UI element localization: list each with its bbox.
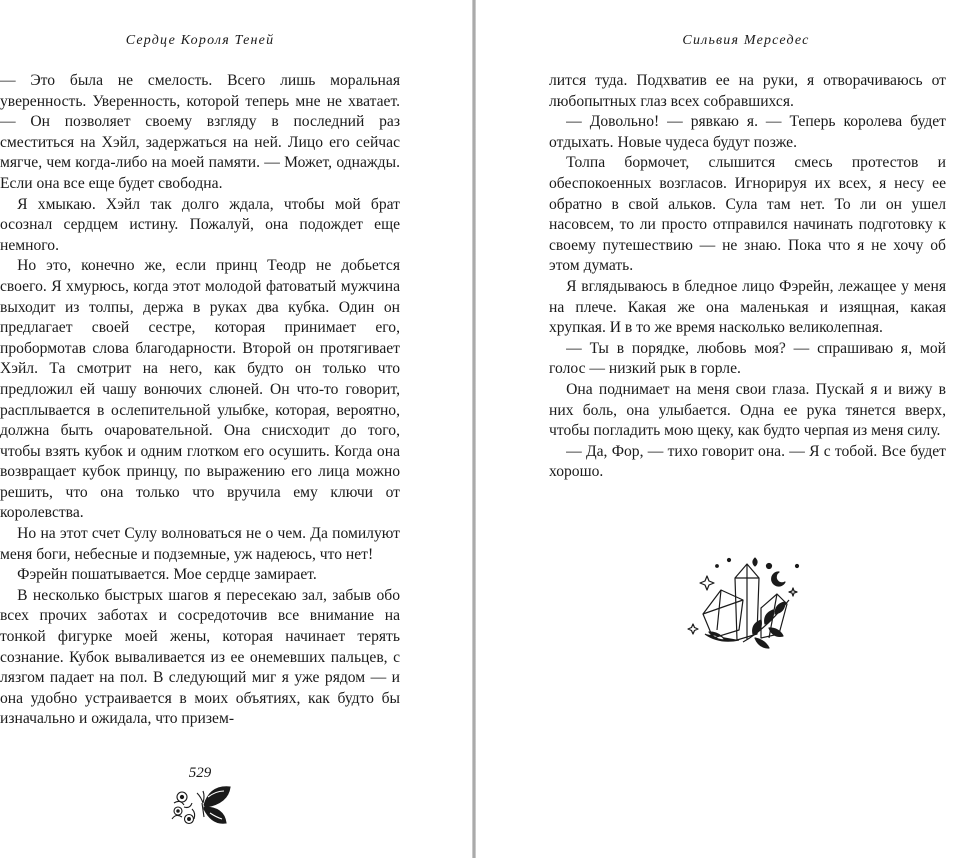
paragraph: Я хмыкаю. Хэйл так долго ждала, чтобы мой брат осознал сердцем истину. Пожалуй, она подождет еще немного.	[0, 195, 400, 254]
paragraph: лится туда. Подхватив ее на руки, я отворачиваюсь от любопытных глаз всех собравшихся.	[549, 72, 946, 110]
butterfly-flower-ornament-icon	[170, 783, 234, 829]
paragraph: — Это была не смелость. Всего лишь моральная уверенность. Уверенность, которой теперь мне не хватает. — Он позволяет своему взгляду в последний раз сместиться на Хэйл, задержаться на ней. Лицо его сейчас мягче, чем когда-либо на моей памяти. — Может, однажды. Если она все еще будет свободна.	[0, 72, 400, 192]
paragraph: — Довольно! — рявкаю я. — Теперь королева будет отдыхать. Новые чудеса будут позже.	[549, 113, 946, 151]
paragraph: Она поднимает на меня свои глаза. Пускай я и вижу в них боль, она улыбается. Одна ее рука тянется вверх, чтобы погладить мою щеку, как будто черпая из меня силу.	[549, 380, 946, 440]
paragraph: Толпа бормочет, слышится смесь протестов и обеспокоенных возгласов. Игнорируя их всех, я несу ее обратно в свой альков. Сула там нет. То ли он ушел насовсем, то ли просто отправился начинать подготовку к своему путешествию — не знаю. Пока что я не хочу об этом думать.	[549, 154, 946, 275]
paragraph: — Да, Фор, — тихо говорит она. — Я с тобой. Все будет хорошо.	[549, 442, 946, 481]
paragraph: В несколько быстрых шагов я пересекаю зал, забыв обо всех прочих заботах и сосредоточив все внимание на тонкой фигурке моей жены, которая начинает терять сознание. Кубок вываливается из ее онемевших пальцев, с лязгом падает на пол. В следующий миг я уже рядом — и она удобно устраивается в моих объятиях, как будто бы изначально и ожидала, что призем-	[0, 586, 400, 728]
left-page-text	[0, 71, 400, 730]
paragraph: Я вглядываюсь в бледное лицо Фэрейн, лежащее у меня на плече. Какая же она маленькая и изящная, какая хрупкая. И в то же время насколько великолепная.	[549, 277, 946, 337]
running-head-right: Сильвия Мерседес	[682, 33, 810, 48]
right-page	[476, 0, 962, 858]
right-page-text	[549, 71, 946, 483]
page-number: 529	[188, 765, 212, 781]
paragraph: Фэрейн пошатывается. Мое сердце замирает.	[17, 566, 317, 584]
left-page	[0, 0, 472, 858]
running-head-left: Сердце Короля Теней	[125, 33, 275, 48]
paragraph: Но это, конечно же, если принц Теодр не добьется своего. Я хмурюсь, когда этот молодой фатоватый мужчина выходит из толпы, держа в руках два кубка. Один он предлагает своей сестре, которая принимает его, пробормотав слова благодарности. Второй он протягивает Хэйл. Та смотрит на него, как будто он только что предложил ей чашу вонючих слюней. Он что-то говорит, расплывается в ослепительной улыбке, которая, вероятно, должна быть очаровательной. Она снисходит до того, чтобы взять кубок и одним глотком его осушить. Когда она возвращает кубок принцу, по выражению его лица можно решить, что она только что вручила ему ключи от королевства.	[0, 257, 400, 522]
paragraph: Но на этот счет Сулу волноваться не о чем. Да помилуют меня боги, небесные и подземные, уж надеюсь, что нет!	[0, 525, 400, 563]
crystal-moon-ornament-icon	[673, 548, 813, 660]
paragraph: — Ты в порядке, любовь моя? — спрашиваю я, мой голос — низкий рык в горле.	[549, 339, 946, 378]
